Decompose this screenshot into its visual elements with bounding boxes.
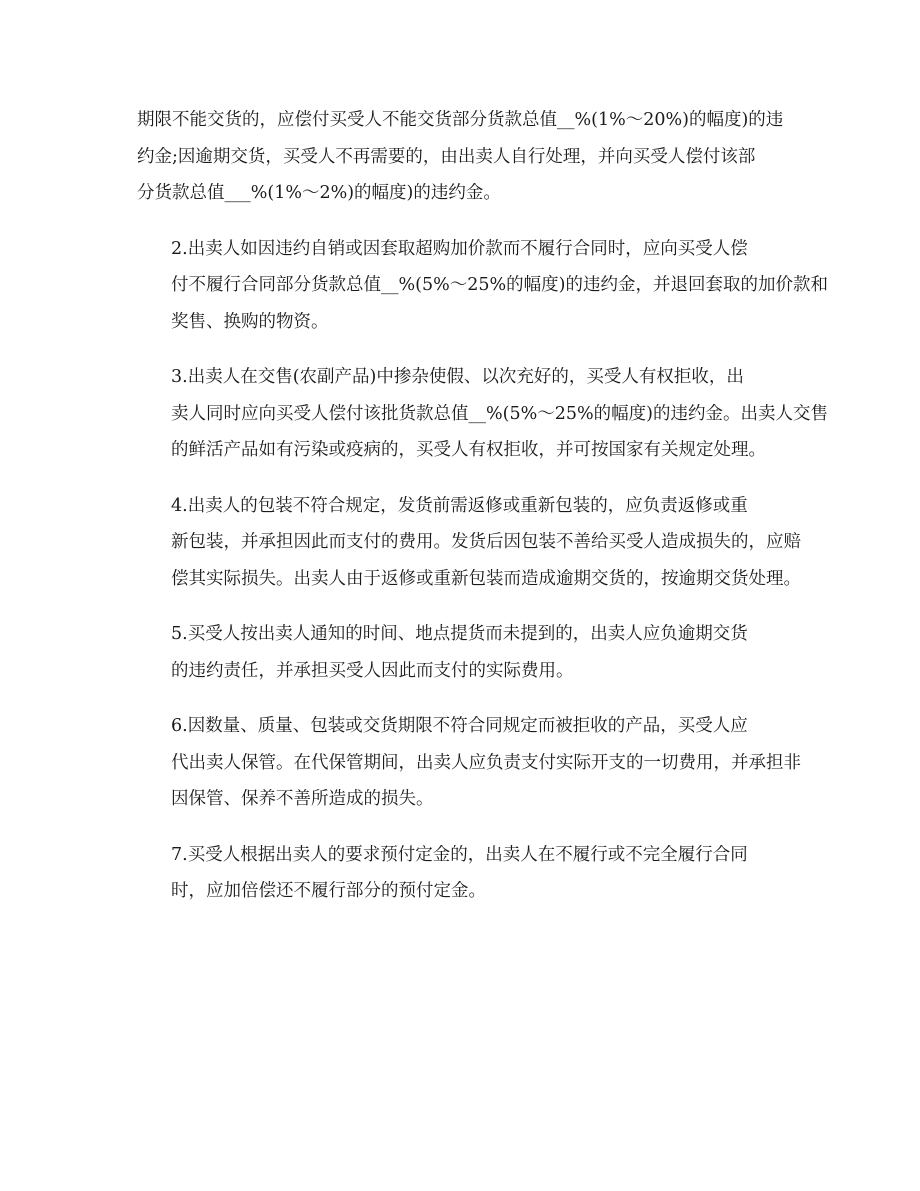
text-line: 2.出卖人如因违约自销或因套取超购加价款而不履行合同时，应向买受人偿: [171, 238, 748, 259]
text-line: 新包装，并承担因此而支付的费用。发货后因包装不善给买受人造成损失的，应赔: [171, 532, 801, 552]
clause-3: [137, 359, 828, 469]
text-line: 期限不能交货的，应偿付买受人不能交货部分货款总值__%(1%～20%)的幅度)的违: [137, 110, 784, 130]
text-line: 的违约责任，并承担买受人因此而支付的实际费用。: [171, 660, 574, 681]
text-line: 6.因数量、质量、包装或交货期限不符合同规定而被拒收的产品，买受人应: [171, 716, 748, 736]
clause-4: [137, 488, 801, 598]
text-line: 因保管、保养不善所造成的损失。: [171, 789, 434, 809]
text-line: 约金;因逾期交货，买受人不再需要的，由出卖人自行处理，并向买受人偿付该部: [137, 146, 756, 167]
paragraph-continuation: [137, 102, 787, 212]
document-body: [137, 102, 828, 929]
clause-7: [137, 837, 787, 910]
text-line: 偿其实际损失。出卖人由于返修或重新包装而造成逾期交货的，按逾期交货处理。: [171, 568, 801, 589]
clause-6: [137, 708, 801, 818]
text-line: 7.买受人根据出卖人的要求预付定金的，出卖人在不履行或不完全履行合同: [171, 844, 748, 865]
text-line: 奖售、换购的物资。: [171, 311, 329, 332]
text-line: 分货款总值___%(1%～2%)的幅度)的违约金。: [137, 183, 501, 203]
text-line: 时，应加倍偿还不履行部分的预付定金。: [171, 881, 486, 901]
text-line: 的鲜活产品如有污染或疫病的，买受人有权拒收，并可按国家有关规定处理。: [171, 440, 766, 460]
text-line: 卖人同时应向买受人偿付该批货款总值__%(5%～25%的幅度)的违约金。出卖人交售: [171, 403, 828, 424]
text-line: 5.买受人按出卖人通知的时间、地点提货而未提到的，出卖人应负逾期交货: [171, 624, 748, 644]
text-line: 付不履行合同部分货款总值__%(5%～25%的幅度)的违约金，并退回套取的加价款和: [171, 275, 828, 295]
clause-5: [137, 616, 787, 689]
clause-2: [137, 231, 828, 341]
text-line: 3.出卖人在交售(农副产品)中掺杂使假、以次充好的，买受人有权拒收，出: [171, 367, 744, 387]
text-line: 4.出卖人的包装不符合规定，发货前需返修或重新包装的，应负责返修或重: [171, 495, 748, 516]
text-line: 代出卖人保管。在代保管期间，出卖人应负责支付实际开支的一切费用，并承担非: [171, 752, 801, 773]
